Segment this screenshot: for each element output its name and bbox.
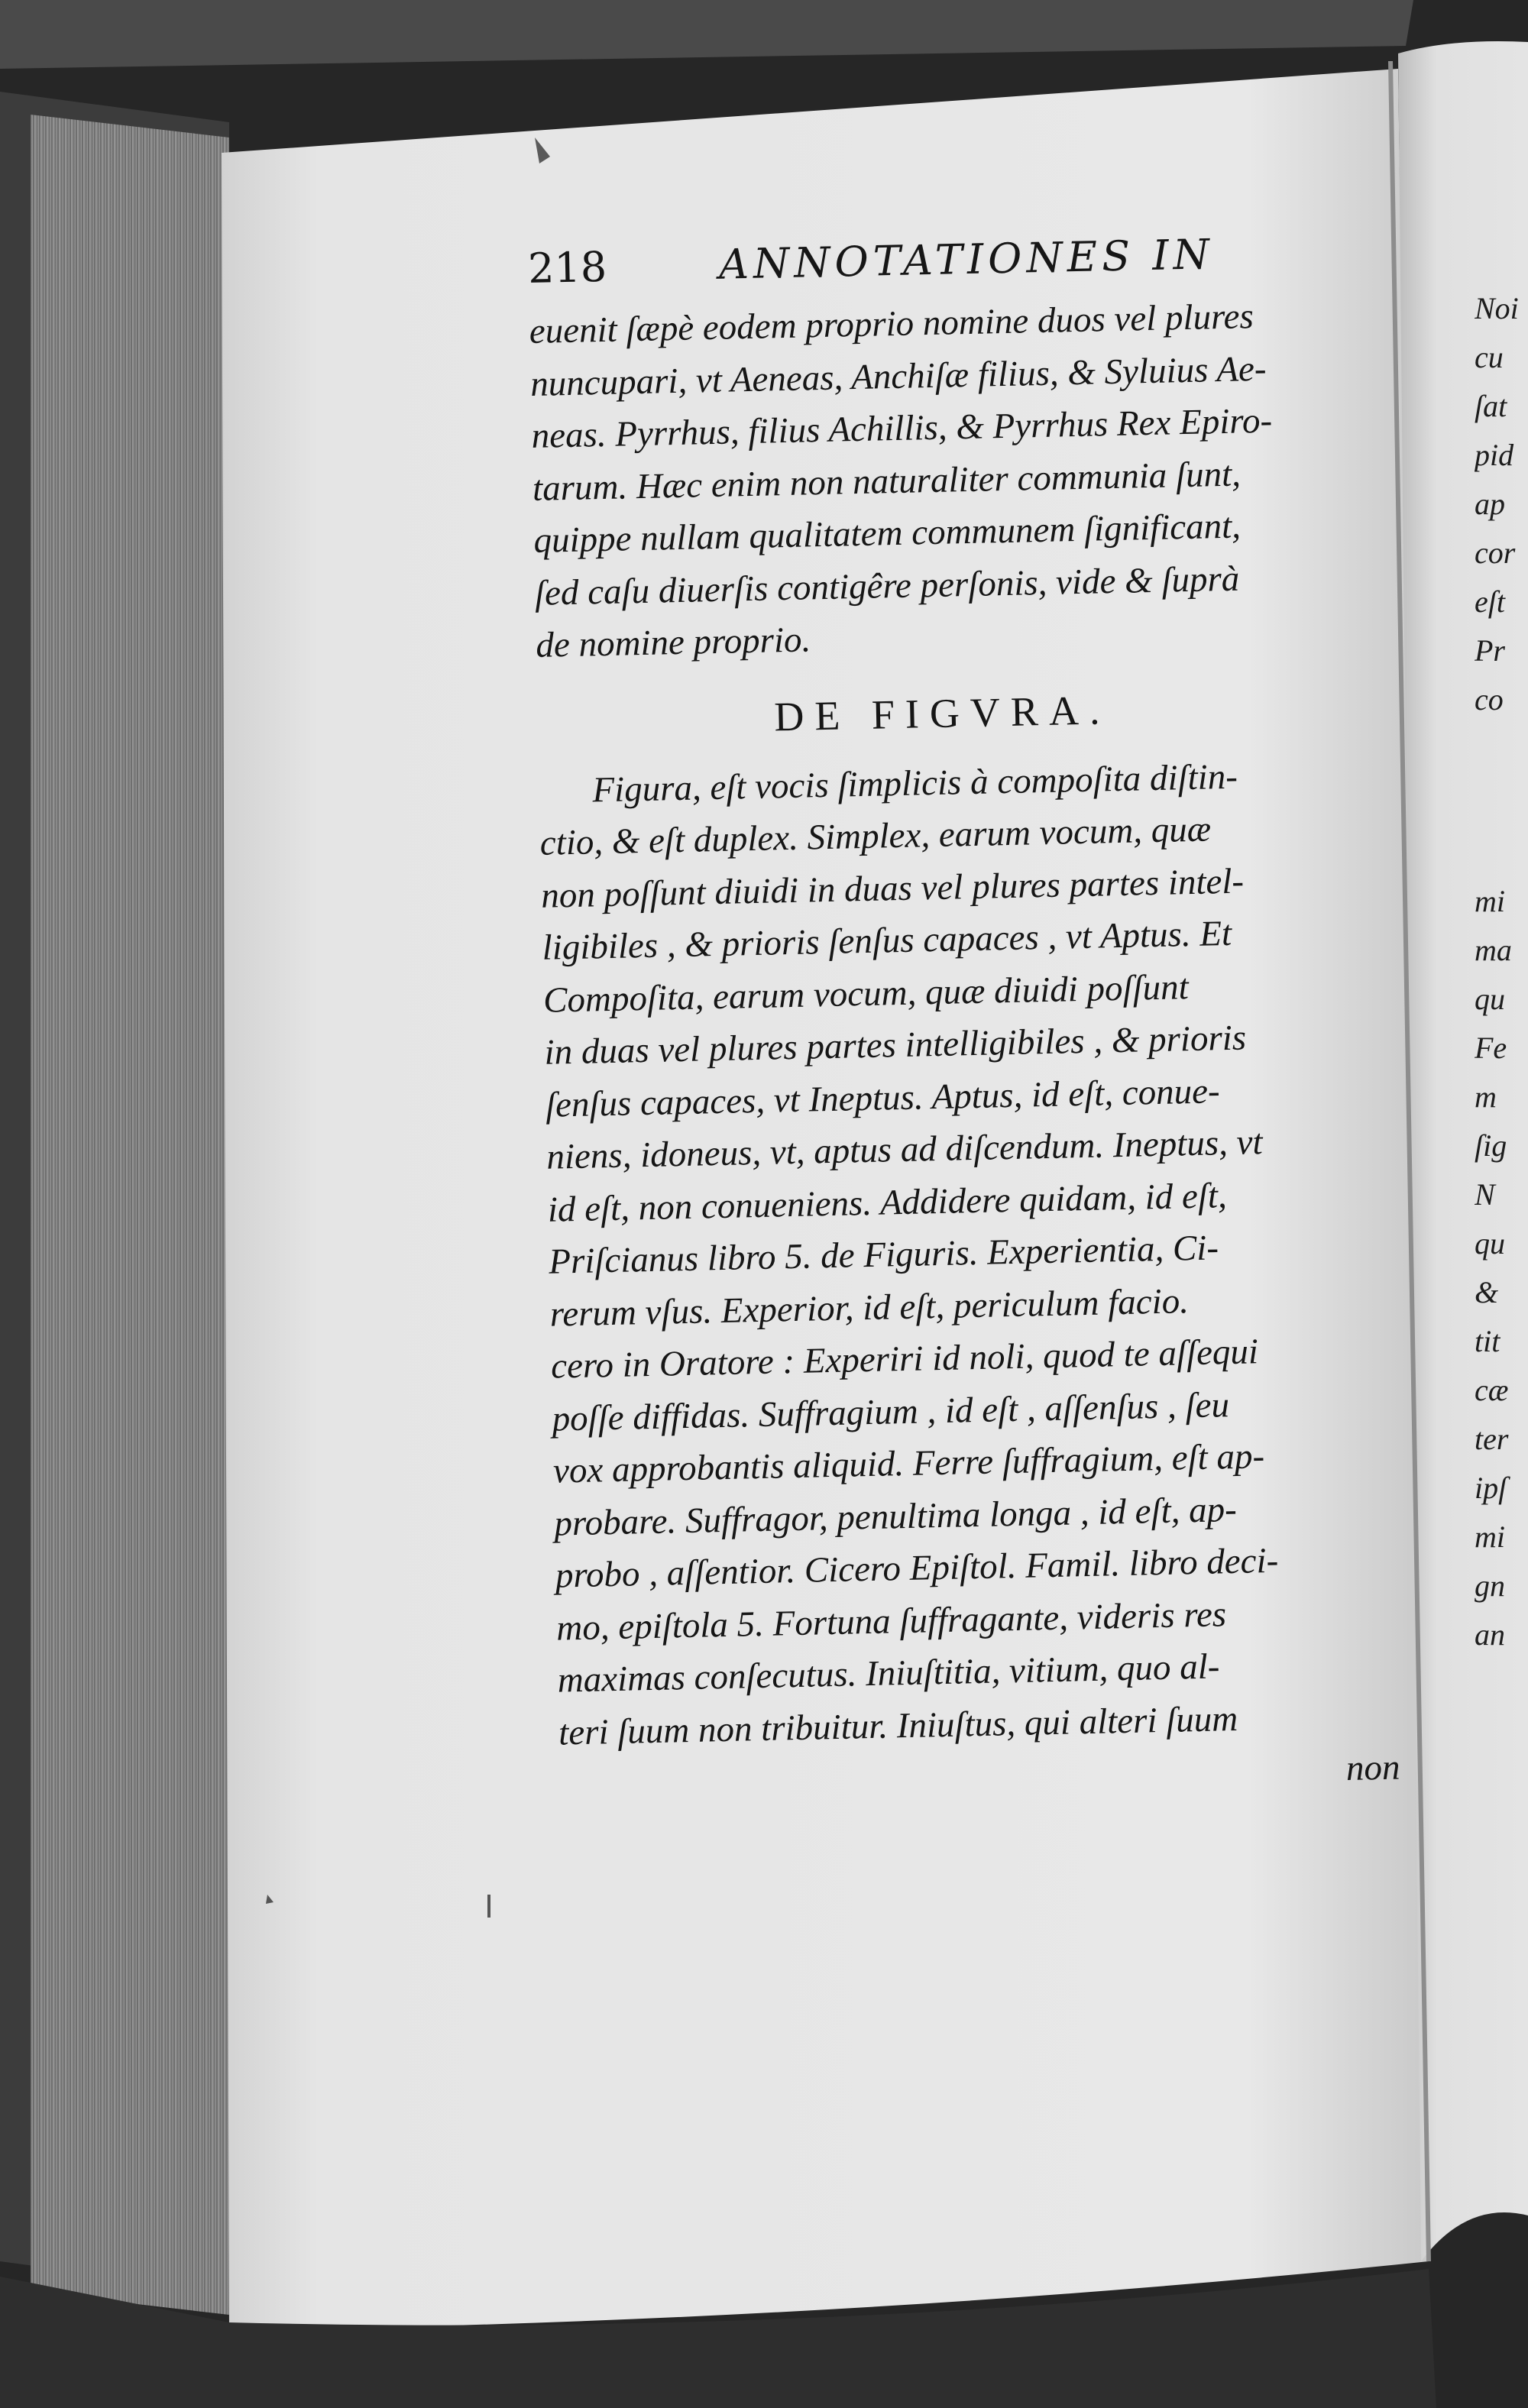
- text-line: vox approbantis aliquid. Ferre ſuffragium, eſt ap-: [552, 1436, 1265, 1491]
- page-edges-stack: [31, 115, 229, 2315]
- fragment: pid: [1475, 438, 1514, 472]
- text-line: teri ſuum non tribuitur. Iniuſtus, qui alteri ſuum: [558, 1698, 1238, 1753]
- text-line: nuncupari, vt Aeneas, Anchiſæ filius, & Syluius Ae-: [529, 348, 1267, 404]
- text-line-first: Figura, eſt vocis ſimplicis à compoſita diſtin-: [591, 756, 1238, 810]
- fragment: ipſ: [1475, 1471, 1507, 1505]
- fragment: mi: [1475, 884, 1505, 918]
- fragment: Pr: [1475, 633, 1505, 668]
- fragment: cor: [1475, 536, 1516, 570]
- fragment: Fe: [1475, 1031, 1507, 1065]
- text-line: in duas vel plures partes intelligibiles , & prioris: [544, 1018, 1247, 1073]
- text-line: Priſcianus libro 5. de Figuris. Experientia, Ci-: [548, 1228, 1219, 1282]
- fragment: gn: [1475, 1568, 1505, 1603]
- fragment: co: [1475, 682, 1504, 717]
- text-line: quippe nullam qualitatem communem ſignificant,: [533, 506, 1242, 561]
- fragment: Noi: [1475, 291, 1519, 325]
- text-line: de nomine proprio.: [535, 620, 811, 665]
- text-line: probare. Suffragor, penultima longa , id eſt, ap-: [553, 1489, 1238, 1544]
- section-heading: DE FIGVRA.: [773, 686, 1111, 740]
- text-line: ſenſus capaces, vt Ineptus. Aptus, id eſt, conue-: [545, 1070, 1221, 1125]
- fragment: cæ: [1475, 1373, 1509, 1407]
- fragment: cu: [1475, 340, 1504, 374]
- fragment: ma: [1475, 933, 1512, 967]
- text-line: tarum. Hæc enim non naturaliter communia ſunt,: [532, 454, 1242, 509]
- fragment: &: [1475, 1275, 1499, 1309]
- text-line: rerum vſus. Experior, id eſt, periculum facio.: [549, 1280, 1190, 1335]
- fragment: qu: [1475, 982, 1505, 1016]
- fragment: mi: [1475, 1520, 1505, 1554]
- fragment: ter: [1475, 1422, 1509, 1456]
- left-page-text-block: [527, 211, 1431, 1811]
- text-line: probo , aſſentior. Cicero Epiſtol. Famil. libro deci-: [555, 1540, 1279, 1596]
- right-page-fragments: [1475, 290, 1528, 1665]
- page-number: 218: [527, 242, 607, 293]
- text-line: ſed caſu diuerſis contigêre perſonis, vide & ſuprà: [534, 558, 1240, 613]
- text-line: id eſt, non conueniens. Addidere quidam, id eſt,: [547, 1175, 1228, 1230]
- text-line: euenit ſæpè eodem proprio nomine duos vel plures: [529, 296, 1254, 351]
- running-head-title: ANNOTATIONES IN: [718, 230, 1215, 289]
- fragment: an: [1475, 1617, 1505, 1652]
- text-line: poſſe diffidas. Suffragium , id eſt , aſſenſus , ſeu: [552, 1384, 1230, 1439]
- fragment-gap: [1475, 730, 1528, 883]
- text-line: mo, epiſtola 5. Fortuna ſuffragante, videris res: [555, 1594, 1227, 1649]
- text-line: neas. Pyrrhus, filius Achillis, & Pyrrhus Rex Epiro-: [531, 400, 1273, 456]
- text-line: cero in Oratore : Experiri id noli, quod te aſſequi: [550, 1332, 1259, 1387]
- fragment: tit: [1475, 1324, 1500, 1358]
- text-line: maximas conſecutus. Iniuſtitia, vitium, quo al-: [557, 1646, 1220, 1701]
- fragment: ſat: [1475, 389, 1507, 423]
- text-line: niens, idoneus, vt, aptus ad diſcendum. Ineptus, vt: [545, 1122, 1264, 1177]
- paragraph-de-figura: [539, 746, 1430, 1759]
- fragment: ap: [1475, 487, 1505, 521]
- text-line: ligibiles , & prioris ſenſus capaces , vt Aptus. Et: [542, 913, 1232, 968]
- fragment: m: [1475, 1079, 1497, 1114]
- fragment: ſig: [1475, 1128, 1507, 1163]
- catchword: non: [1345, 1747, 1400, 1788]
- fragment: N: [1475, 1177, 1495, 1212]
- paragraph-nomine-proprio: [529, 287, 1407, 672]
- text-line: non poſſunt diuidi in duas vel plures partes intel-: [540, 861, 1245, 916]
- fragment: eſt: [1475, 584, 1505, 619]
- fragment: qu: [1475, 1226, 1505, 1261]
- text-line: Compoſita, earum vocum, quæ diuidi poſſunt: [542, 966, 1190, 1021]
- text-line: ctio, & eſt duplex. Simplex, earum vocum, quæ: [539, 809, 1212, 863]
